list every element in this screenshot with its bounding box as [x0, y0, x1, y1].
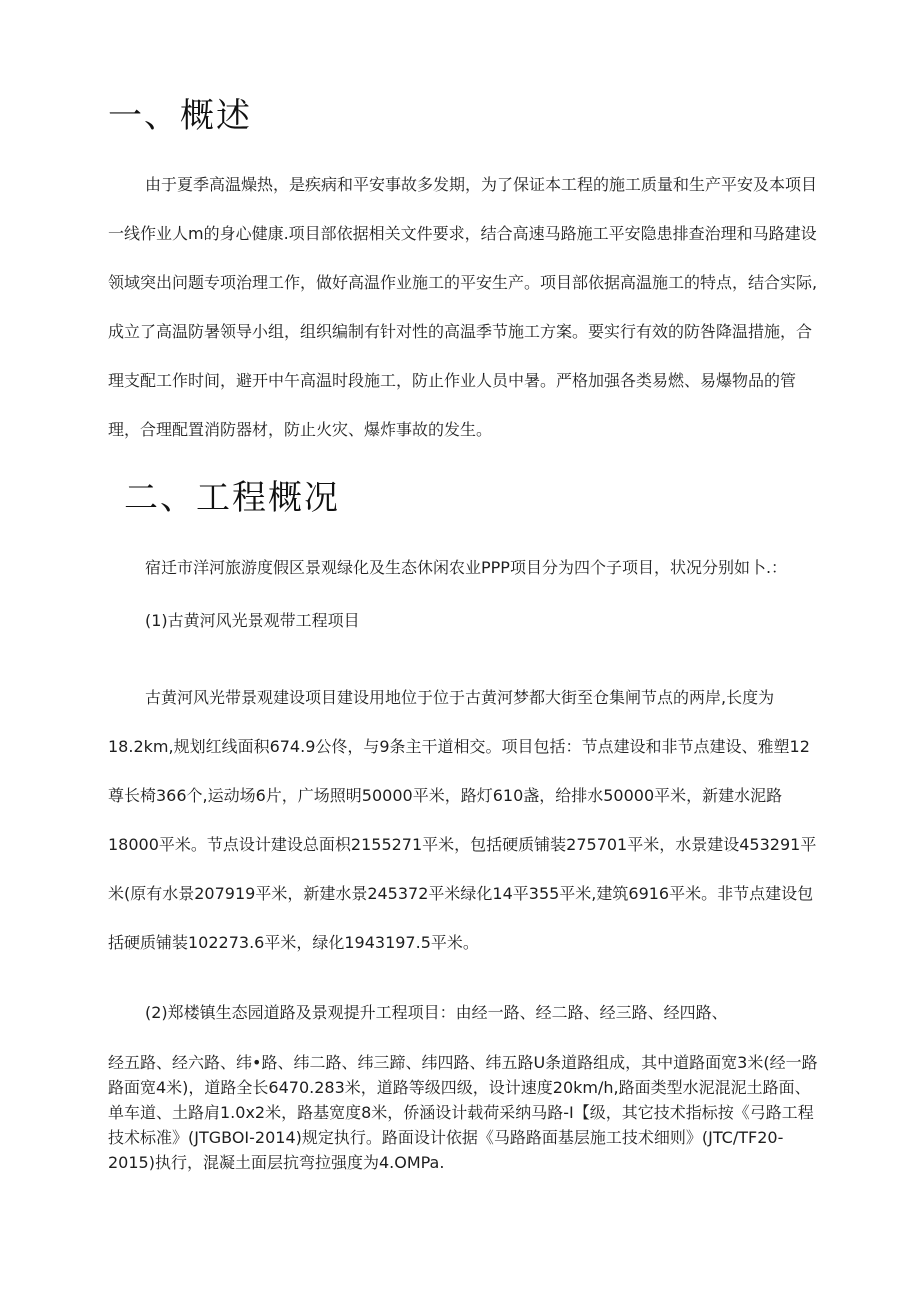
item1-body: [108, 673, 823, 967]
item2-body: 经五路、经六路、纬•路、纬二路、纬三蹄、纬四路、纬五路U条道路组成，其中道路面宽3米(经一路路面宽4米)，道路全长6470.283米，道路等级四级，设计速度20km/h,路面类型水泥混泥土路面、单车道、土路肩1.0x2米，路基宽度8米，侨涵设计载荷采纳马路-I【级，其它技术指标按《弓路工程技术标准》(JTGBOI-2014)规定执行。路面设计依据《马路路面基层施工技术细则》(JTC/TF20-2015)执行，混凝土面层抗弯拉强度为4.OMPa.: [108, 1053, 818, 1172]
section-heading-overview: 一、概述: [108, 96, 252, 136]
item1-title: (1)古黄河风光景观带工程项目: [145, 611, 360, 630]
item1-body-text: 古黄河风光带景观建设项目建设用地位于位于古黄河梦都大街至仓集闸节点的两岸,长度为18.2km,规划红线面积674.9公佟，与9条主干道相交。项目包括：节点建设和非节点建设、雅塑12尊长椅366个,运动场6片，广场照明50000平米，路灯610盏，给排水50000平米，新建水泥路18000平米。节点设计建设总面枳2155271平米，包括硬质铺装275701平米，水景建设453291平米(原有水景207919平米，新建水景245372平米绿化14平355平米,建筑6916平米。非节点建设包括硬质铺装102273.6平米，绿化1943197.5平米。: [108, 688, 817, 952]
project-intro: 宿迁市洋河旅游度假区景观绿化及生态休闲农业PPP项目分为四个子项目，状况分别如卜.：: [145, 558, 788, 577]
section-heading-project: 二、工程概况: [124, 478, 340, 518]
item2-title: (2)郑楼镇生态园道路及景观提升工程项目：由经一路、经二路、经三路、经四路、: [145, 1003, 728, 1022]
overview-paragraph-text: 由于夏季高温燥热，是疾病和平安事故多发期，为了保证本工程的施工质量和生产平安及本项目一线作业人m的身心健康.项目部依据相关文件要求，结合高速马路施工平安隐患排查治理和马路建设领域突出问题专项治理工作，做好高温作业施工的平安生产。项目部依据高温施工的特点，结合实际,成立了高温防暑领导小组，组织编制有针对性的高温季节施工方案。要实行有效的防咎降温措施，合理支配工作时间，避开中午高温时段施工，防止作业人员中暑。严格加强各类易燃、易爆物品的管理，合理配置消防器材，防止火灾、爆炸事故的发生。: [108, 175, 818, 439]
overview-paragraph: [108, 160, 823, 454]
